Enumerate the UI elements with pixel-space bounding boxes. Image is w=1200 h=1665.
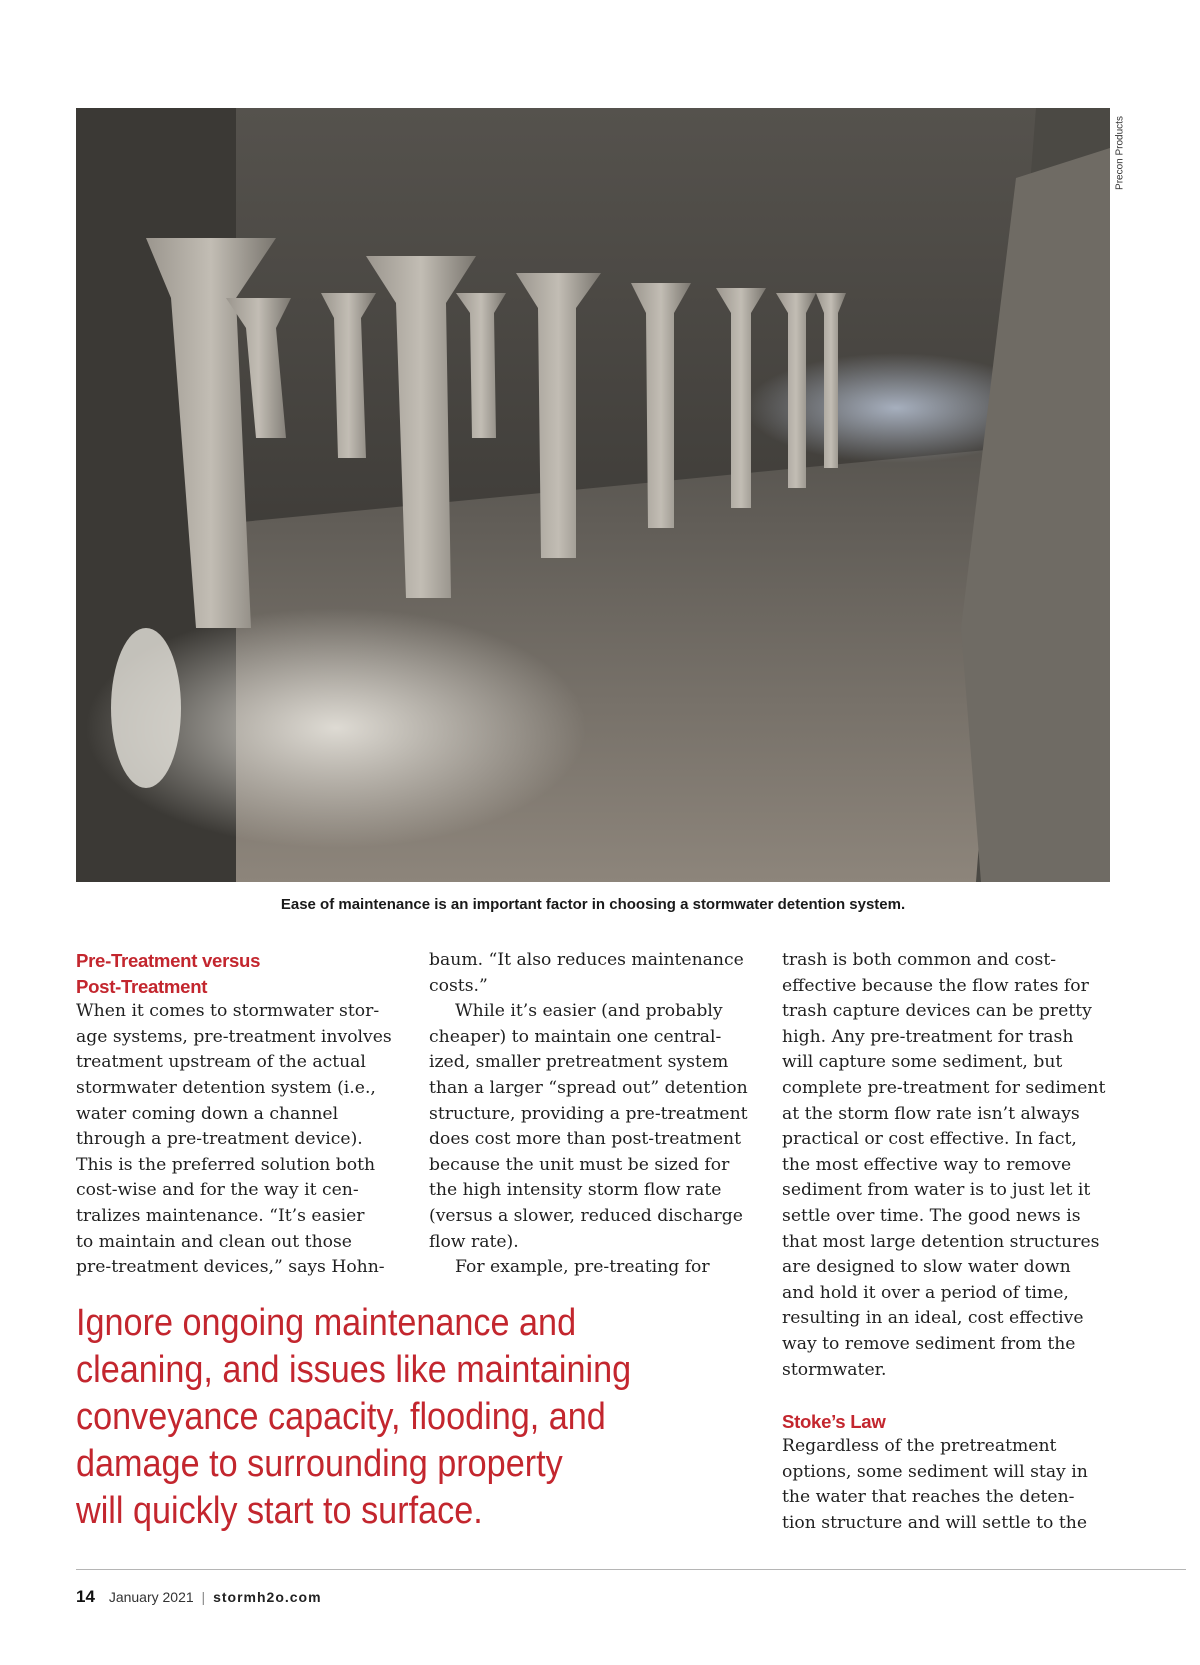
detention-system-photo (76, 108, 1110, 882)
detention-chamber-illustration (76, 108, 1110, 882)
column3-text-2: Regardless of the pretreatment options, some sediment will stay in the water that reaches the deten- tion structure and will settle to the (782, 1436, 1088, 1534)
column3-text: trash is both common and cost- effective because the flow rates for trash capture devices can be pretty high. Any pre-treatment for trash will capture some sediment, but complete pre-treatment for sediment at the storm flow rate isn’t always practical or cost effective. In fact, the most effective way to remove sediment from water is to just let it settle over time. The good news is that most large detention structures are designed to slow water down and hold it over a period of time, resulting in an ideal, cost effective way to remove sediment from the stormwater. (782, 950, 1106, 1380)
photo-credit-text: Precon Products (1114, 116, 1126, 190)
photo-caption: Ease of maintenance is an important factor in choosing a stormwater detention system. (280, 896, 906, 913)
site-link[interactable]: stormh2o.com (213, 1589, 322, 1605)
article-column-2 (429, 948, 751, 1281)
spacer (782, 1383, 1112, 1409)
footer-separator: | (201, 1589, 206, 1605)
column2-text: baum. “It also reduces maintenance costs.” While it’s easier (and probably cheaper) to maintain one central- ized, smaller pretreatment system than a larger “spread out” detention structure, providing a pre-treatment does cost more than post-treatment because the unit must be sized for the high intensity storm flow rate (versus a slower, reduced discharge flow rate). For example, pre-treating for (429, 950, 748, 1278)
page-footer (76, 1587, 322, 1607)
article-column-1 (76, 948, 398, 1281)
section-heading-pretreatment: Pre-Treatment versus Post-Treatment (76, 950, 261, 997)
page-number: 14 (76, 1587, 95, 1606)
footer-rule (76, 1569, 1186, 1570)
section-heading-stokes-law: Stoke’s Law (782, 1410, 886, 1432)
column1-text: When it comes to stormwater stor- age systems, pre-treatment involves treatment upstream of the actual stormwater detention system (i.e., water coming down a channel through a pre-treatment device). This is the preferred solution both cost-wise and for the way it cen- tralizes maintenance. “It’s easier to maintain and clean out those pre-treatment devices,” says Hohn- (76, 1001, 392, 1278)
pull-quote: Ignore ongoing maintenance and cleaning, and issues like maintaining conveyance capacity, flooding, and damage to surrounding property will quickly start to surface. (76, 1302, 632, 1532)
photo-credit (1113, 110, 1127, 196)
article-column-3 (782, 948, 1112, 1537)
issue-date: January 2021 (108, 1589, 194, 1605)
